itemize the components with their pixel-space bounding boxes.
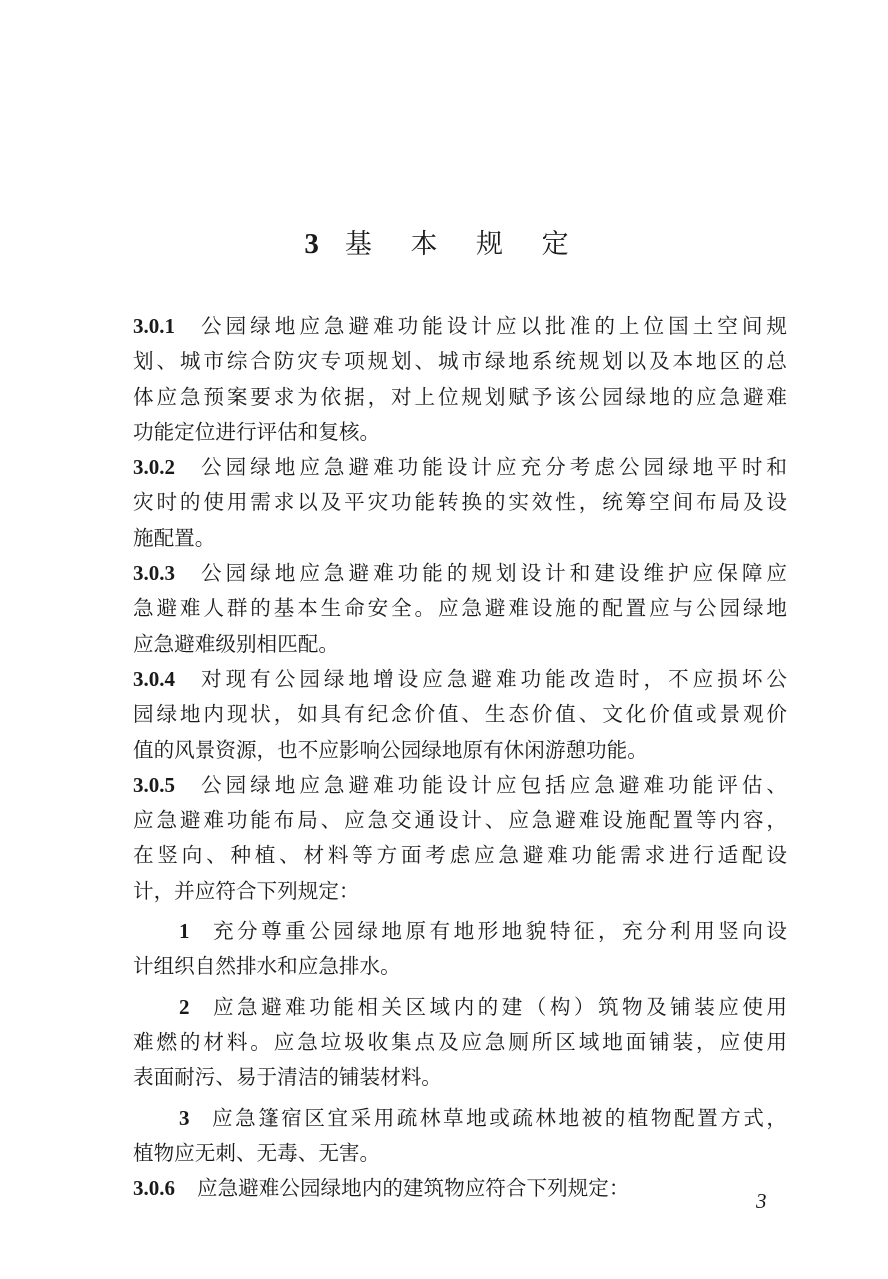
clause-number: 3.0.2 (133, 455, 175, 480)
clause-3-0-1 (133, 309, 787, 450)
clause-number: 3.0.5 (133, 772, 175, 797)
clause-text-line: 体应急预案要求为依据，对上位规划赋予该公园绿地的应急避难 (133, 384, 787, 409)
clause-3-0-4 (133, 662, 787, 768)
list-item-2 (133, 990, 787, 1096)
clause-text-line: 在竖向、种植、材料等方面考虑应急避难功能需求进行适配设 (133, 843, 787, 868)
clause-text-line: 公园绿地应急避难功能设计应以批准的上位国土空间规 (197, 314, 787, 338)
clause-3-0-6 (133, 1171, 787, 1206)
chapter-heading (0, 226, 888, 263)
item-number: 2 (179, 994, 190, 1019)
clause-text-line: 应急避难公园绿地内的建筑物应符合下列规定： (197, 1176, 630, 1201)
clause-text-line: 值的风景资源，也不应影响公园绿地原有休闲游憩功能。 (133, 737, 648, 762)
item-text-line: 植物应无刺、无毒、无害。 (133, 1140, 381, 1165)
item-text-line: 应急避难功能相关区域内的建（构）筑物及铺装应使用 (209, 994, 787, 1019)
clause-text-line: 公园绿地应急避难功能设计应充分考虑公园绿地平时和 (197, 455, 787, 480)
list-item-1 (133, 914, 787, 985)
clause-text-line: 计，并应符合下列规定： (133, 878, 360, 903)
chapter-number: 3 (304, 228, 319, 260)
clause-text-line: 灾时的使用需求以及平灾功能转换的实效性，统筹空间布局及设 (133, 490, 787, 515)
item-number: 1 (179, 919, 190, 944)
clause-text-line: 公园绿地应急避难功能设计应包括应急避难功能评估、 (197, 772, 787, 797)
item-text-line: 应急篷宿区宜采用疏林草地或疏林地被的植物配置方式， (209, 1105, 787, 1130)
list-item-3 (133, 1101, 787, 1172)
clause-3-0-5 (133, 768, 787, 909)
item-text-line: 难燃的材料。应急垃圾收集点及应急厕所区域地面铺装，应使用 (133, 1029, 787, 1054)
clause-3-0-3 (133, 556, 787, 662)
clause-text-line: 功能定位进行评估和复核。 (133, 419, 381, 444)
clause-number: 3.0.1 (133, 314, 175, 338)
clause-text-line: 应急避难功能布局、应急交通设计、应急避难设施配置等内容， (133, 808, 787, 833)
page-number: 3 (756, 1189, 767, 1213)
clause-text-line: 对现有公园绿地增设应急避难功能改造时，不应损坏公 (197, 666, 787, 691)
clause-text-line: 划、城市综合防灾专项规划、城市绿地系统规划以及本地区的总 (133, 349, 787, 374)
clause-text-line: 施配置。 (133, 525, 216, 550)
clause-3-0-2 (133, 450, 787, 556)
item-text-line: 表面耐污、易于清洁的铺装材料。 (133, 1065, 442, 1090)
document-body (133, 309, 787, 1206)
clause-text-line: 园绿地内现状，如具有纪念价值、生态价值、文化价值或景观价 (133, 702, 787, 727)
clause-text-line: 公园绿地应急避难功能的规划设计和建设维护应保障应 (197, 561, 787, 586)
item-text-line: 计组织自然排水和应急排水。 (133, 954, 401, 979)
clause-text-line: 应急避难级别相匹配。 (133, 631, 339, 656)
item-number: 3 (179, 1105, 190, 1130)
clause-text-line: 急避难人群的基本生命安全。应急避难设施的配置应与公园绿地 (133, 596, 787, 621)
clause-number: 3.0.6 (133, 1176, 175, 1201)
clause-number: 3.0.3 (133, 561, 175, 586)
clause-number: 3.0.4 (133, 666, 175, 691)
item-text-line: 充分尊重公园绿地原有地形地貌特征，充分利用竖向设 (209, 919, 787, 944)
chapter-title: 基 本 规 定 (344, 229, 584, 260)
